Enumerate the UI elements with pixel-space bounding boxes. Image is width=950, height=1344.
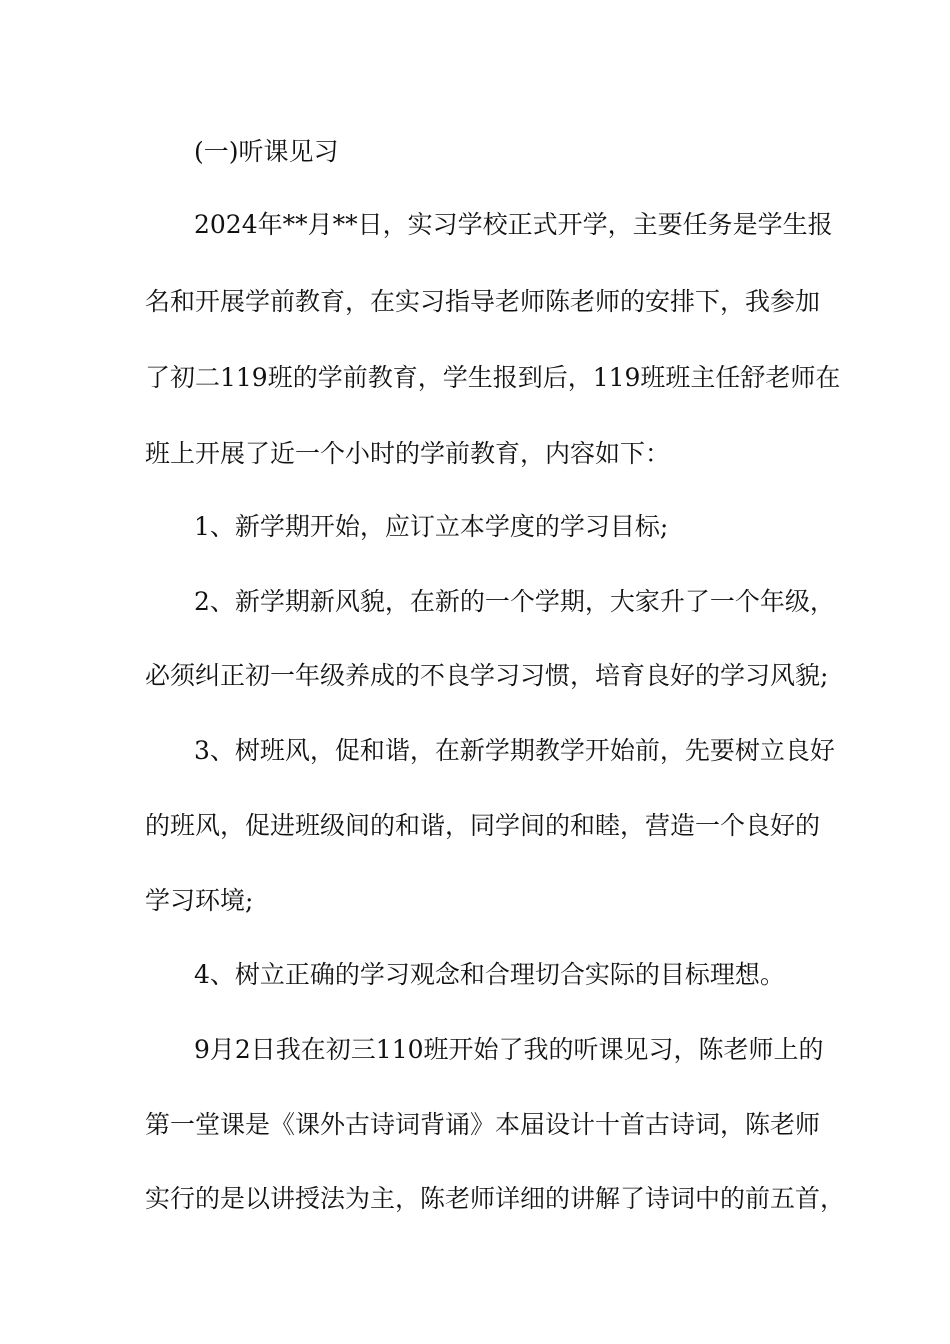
list-item-3-continued: 学习环境; [145, 886, 254, 915]
paragraph-line: 实行的是以讲授法为主，陈老师详细的讲解了诗词中的前五首， [145, 1184, 846, 1213]
list-item-4: 4、树立正确的学习观念和合理切合实际的目标理想。 [194, 960, 785, 989]
paragraph-line: 第一堂课是《课外古诗词背诵》本届设计十首古诗词，陈老师 [145, 1110, 821, 1139]
paragraph-line: 9月2日我在初三110班开始了我的听课见习，陈老师上的 [194, 1035, 824, 1064]
list-item-3-continued: 的班风，促进班级间的和谐，同学间的和睦，营造一个良好的 [145, 811, 821, 840]
paragraph-line: 名和开展学前教育，在实习指导老师陈老师的安排下，我参加 [145, 287, 821, 316]
paragraph-line: 班上开展了近一个小时的学前教育，内容如下： [145, 439, 671, 468]
list-item-2: 2、新学期新风貌，在新的一个学期，大家升了一个年级， [194, 587, 835, 616]
paragraph-line: 2024年**月**日，实习学校正式开学，主要任务是学生报 [194, 210, 833, 239]
list-item-1: 1、新学期开始，应订立本学度的学习目标; [194, 512, 669, 541]
list-item-3: 3、树班风，促和谐，在新学期教学开始前，先要树立良好 [194, 736, 835, 765]
section-heading: (一)听课见习 [194, 137, 339, 166]
paragraph-line: 了初二119班的学前教育，学生报到后，119班班主任舒老师在 [145, 363, 841, 392]
list-item-2-continued: 必须纠正初一年级养成的不良学习习惯，培育良好的学习风貌; [145, 661, 829, 690]
